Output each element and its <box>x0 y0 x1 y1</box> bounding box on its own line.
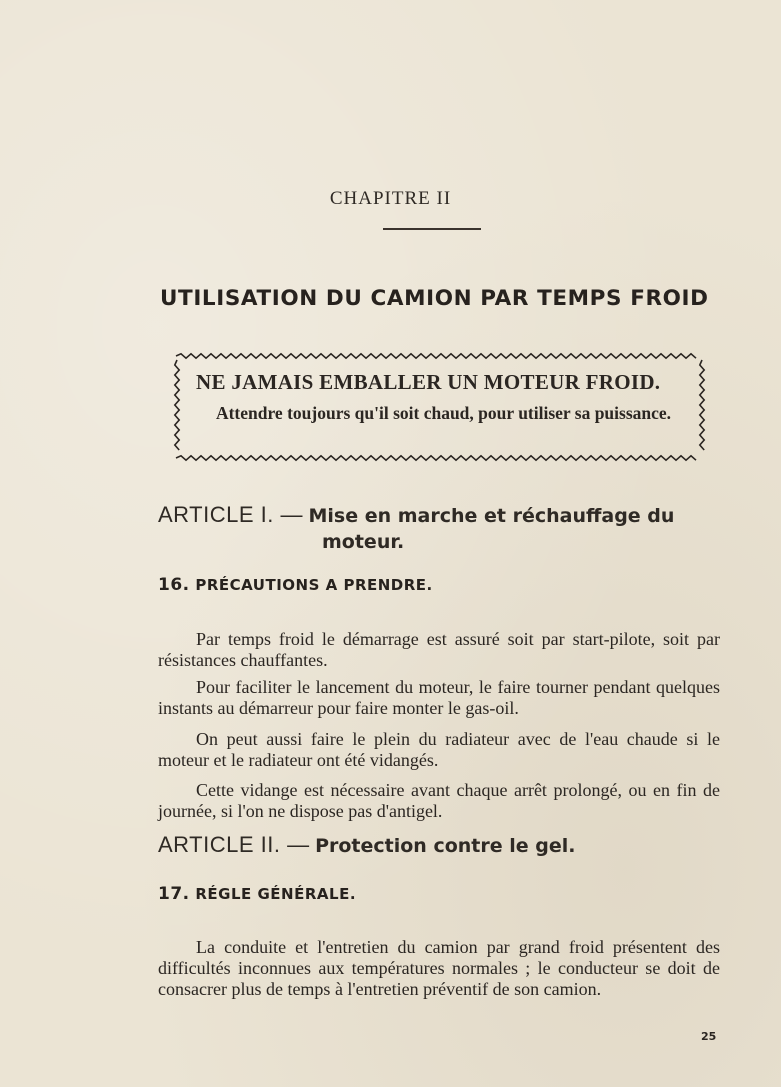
article-2-heading <box>158 832 733 859</box>
article-2-title: Protection contre le gel. <box>315 835 576 857</box>
section-17-number: 17. <box>158 884 190 904</box>
section-17-title: RÉGLE GÉNÉRALE. <box>195 885 357 903</box>
page-number: 25 <box>701 1030 717 1043</box>
chapter-underline <box>383 228 481 230</box>
warning-text: Attendre toujours qu'il soit chaud, pour utiliser sa puissance. <box>215 403 672 423</box>
section-16-title: PRÉCAUTIONS A PRENDRE. <box>195 576 433 594</box>
article-1-title-continued: moteur. <box>322 531 405 553</box>
article-1-heading <box>158 502 733 555</box>
paragraph: On peut aussi faire le plein du radiateur avec de l'eau chaude si le moteur et le radiateur ont été vidangés. <box>158 729 720 770</box>
paragraph: Cette vidange est nécessaire avant chaque arrêt prolongé, ou en fin de journée, si l'on ne dispose pas d'antigel. <box>158 780 720 821</box>
article-1-number: ARTICLE I. — <box>158 502 303 527</box>
article-1-title: Mise en marche et réchauffage du <box>308 505 675 527</box>
chapter-heading: CHAPITRE II <box>329 188 452 209</box>
warning-title: NE JAMAIS EMBALLER UN MOTEUR FROID. <box>196 370 661 394</box>
paragraph: Pour faciliter le lancement du moteur, le faire tourner pendant quelques instants au démarreur pour faire monter le gas-oil. <box>158 677 720 718</box>
paragraph: La conduite et l'entretien du camion par grand froid présentent des difficultés inconnues aux températures normales ; le conducteur se doit de consacrer plus de temps à l'entretien préventif de son camion. <box>158 937 720 999</box>
paragraph: Par temps froid le démarrage est assuré soit par start-pilote, soit par résistances chauffantes. <box>158 629 720 670</box>
article-2-number: ARTICLE II. — <box>158 832 310 857</box>
section-16-number: 16. <box>158 575 190 595</box>
page-title: UTILISATION DU CAMION PAR TEMPS FROID <box>160 286 709 311</box>
section-17-heading <box>158 884 356 904</box>
section-16-heading <box>158 575 433 595</box>
warning-box <box>172 350 706 462</box>
